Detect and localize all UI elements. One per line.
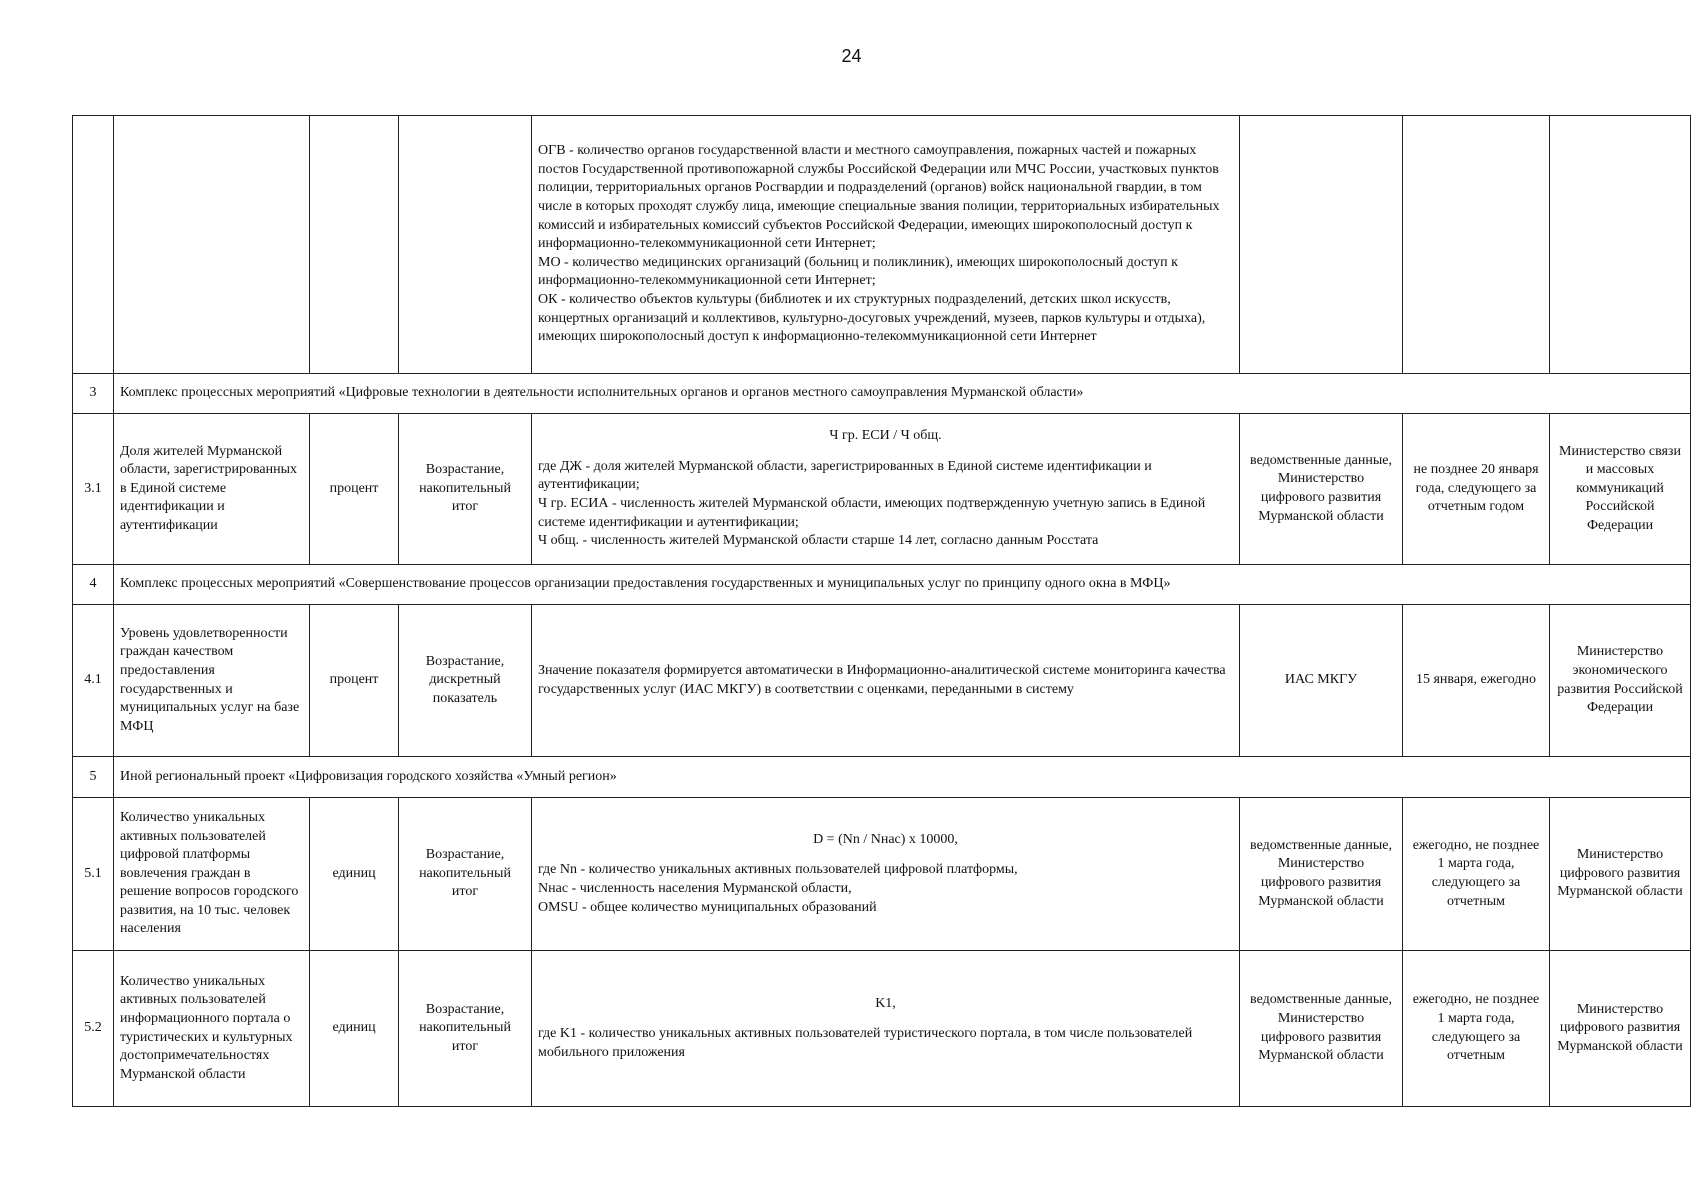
- indicator-source: ведомственные данные, Министерство цифрового развития Мурманской области: [1240, 414, 1403, 565]
- description-line: где K1 - количество уникальных активных пользователей туристического портала, в том числе пользователей мобильного приложения: [538, 1026, 1193, 1060]
- cont-source-cell: [1240, 116, 1403, 374]
- section-number: 4: [73, 565, 114, 605]
- indicator-type: Возрастание, накопительный итог: [399, 951, 532, 1107]
- description-line: Ч гр. ЕСИА - численность жителей Мурманской области, имеющих подтвержденную учетную запись в Единой системе идентификации и аутентификации;: [538, 496, 1206, 530]
- section-header-row: [73, 565, 1691, 605]
- section-title: Комплекс процессных мероприятий «Цифровые технологии в деятельности исполнительных органов и органов местного самоуправления Мурманской области»: [114, 374, 1691, 414]
- indicator-source: ведомственные данные, Министерство цифрового развития Мурманской области: [1240, 951, 1403, 1107]
- indicator-row: [73, 951, 1691, 1107]
- indicator-deadline: 15 января, ежегодно: [1403, 605, 1550, 757]
- indicator-type: Возрастание, накопительный итог: [399, 414, 532, 565]
- cont-unit-cell: [310, 116, 399, 374]
- description-line: Значение показателя формируется автоматически в Информационно-аналитической системе мониторинга качества государственных услуг (ИАС МКГУ) в соответствии с оценками, переданными в систему: [538, 662, 1226, 697]
- indicator-responsible: Министерство экономического развития Российской Федерации: [1550, 605, 1691, 757]
- indicator-type: Возрастание, накопительный итог: [399, 798, 532, 951]
- indicator-number: 5.1: [73, 798, 114, 951]
- indicator-row: [73, 798, 1691, 951]
- indicator-deadline: ежегодно, не позднее 1 марта года, следующего за отчетным: [1403, 951, 1550, 1107]
- indicator-unit: процент: [310, 414, 399, 565]
- indicator-method: [532, 605, 1240, 757]
- description-line: где ДЖ - доля жителей Мурманской области, зарегистрированных в Единой системе идентификации и аутентификации;: [538, 458, 1152, 493]
- indicator-row: [73, 414, 1691, 565]
- cont-responsible-cell: [1550, 116, 1691, 374]
- indicator-unit: единиц: [310, 951, 399, 1107]
- indicator-method: [532, 414, 1240, 565]
- formula: K1,: [875, 995, 896, 1011]
- indicators-table: [72, 115, 1691, 1107]
- indicator-name: Уровень удовлетворенности граждан качеством предоставления государственных и муниципальных услуг на базе МФЦ: [114, 605, 310, 757]
- cont-type-cell: [399, 116, 532, 374]
- cont-num-cell: [73, 116, 114, 374]
- indicator-method: [532, 798, 1240, 951]
- indicator-responsible: Министерство связи и массовых коммуникаций Российской Федерации: [1550, 414, 1691, 565]
- indicator-source: ИАС МКГУ: [1240, 605, 1403, 757]
- section-header-row: [73, 374, 1691, 414]
- description-line: Ч общ. - численность жителей Мурманской области старше 14 лет, согласно данным Росстата: [538, 533, 1099, 549]
- indicator-number: 5.2: [73, 951, 114, 1107]
- indicator-unit: единиц: [310, 798, 399, 951]
- cont-description-cell: [532, 116, 1240, 374]
- indicator-responsible: Министерство цифрового развития Мурманской области: [1550, 798, 1691, 951]
- formula: D = (Nn / Nнас) x 10000,: [813, 831, 958, 847]
- indicator-unit: процент: [310, 605, 399, 757]
- cont-name-cell: [114, 116, 310, 374]
- section-title: Иной региональный проект «Цифровизация городского хозяйства «Умный регион»: [114, 757, 1691, 798]
- indicator-name: Количество уникальных активных пользователей цифровой платформы вовлечения граждан в решение вопросов городского развития, на 10 тыс. человек населения: [114, 798, 310, 951]
- indicator-deadline: ежегодно, не позднее 1 марта года, следующего за отчетным: [1403, 798, 1550, 951]
- indicator-method: [532, 951, 1240, 1107]
- indicator-name: Доля жителей Мурманской области, зарегистрированных в Единой системе идентификации и аутентификации: [114, 414, 310, 565]
- indicator-name: Количество уникальных активных пользователей информационного портала о туристических и культурных достопримечательностях Мурманской области: [114, 951, 310, 1107]
- indicator-type: Возрастание, дискретный показатель: [399, 605, 532, 757]
- description-line: МО - количество медицинских организаций (больниц и поликлиник), имеющих широкополосный доступ к информационно-телекоммуникационной сети Интернет;: [538, 254, 1178, 289]
- indicator-row: [73, 605, 1691, 757]
- description-line: OMSU - общее количество муниципальных образований: [538, 899, 877, 915]
- description-line: Nнас - численность населения Мурманской области,: [538, 881, 852, 896]
- cont-deadline-cell: [1403, 116, 1550, 374]
- formula: Ч гр. ЕСИ / Ч общ.: [829, 428, 942, 444]
- section-header-row: [73, 757, 1691, 798]
- indicator-responsible: Министерство цифрового развития Мурманской области: [1550, 951, 1691, 1107]
- indicator-source: ведомственные данные, Министерство цифрового развития Мурманской области: [1240, 798, 1403, 951]
- indicator-number: 3.1: [73, 414, 114, 565]
- continuation-row: [73, 116, 1691, 374]
- indicator-number: 4.1: [73, 605, 114, 757]
- section-number: 5: [73, 757, 114, 798]
- indicator-deadline: не позднее 20 января года, следующего за отчетным годом: [1403, 414, 1550, 565]
- description-line: где Nn - количество уникальных активных пользователей цифровой платформы,: [538, 862, 1018, 878]
- section-number: 3: [73, 374, 114, 414]
- description-line: ОГВ - количество органов государственной власти и местного самоуправления, пожарных частей и пожарных постов Государственной противопожарной службы Российской Федерации или МЧС России, участковых пунктов полиции, территориальных органов Росгвардии и подразделений (органов) войск национальной гвардии, в том числе в которых проходят службу лица, имеющие специальные звания полиции, территориальных избирательных комиссий и избирательных комиссий субъектов Российской Федерации, имеющих широкополосный доступ к информационно-телекоммуникационной сети Интернет;: [538, 143, 1220, 252]
- section-title: Комплекс процессных мероприятий «Совершенствование процессов организации предоставления государственных и муниципальных услуг по принципу одного окна в МФЦ»: [114, 565, 1691, 605]
- description-line: ОК - количество объектов культуры (библиотек и их структурных подразделений, детских школ искусств, концертных организаций и коллективов, культурно-досуговых учреждений, музеев, парков культуры и отдыха), имеющих широкополосный доступ к информационно-телекоммуникационной сети Интернет: [538, 291, 1206, 345]
- page-number: 24: [841, 46, 862, 66]
